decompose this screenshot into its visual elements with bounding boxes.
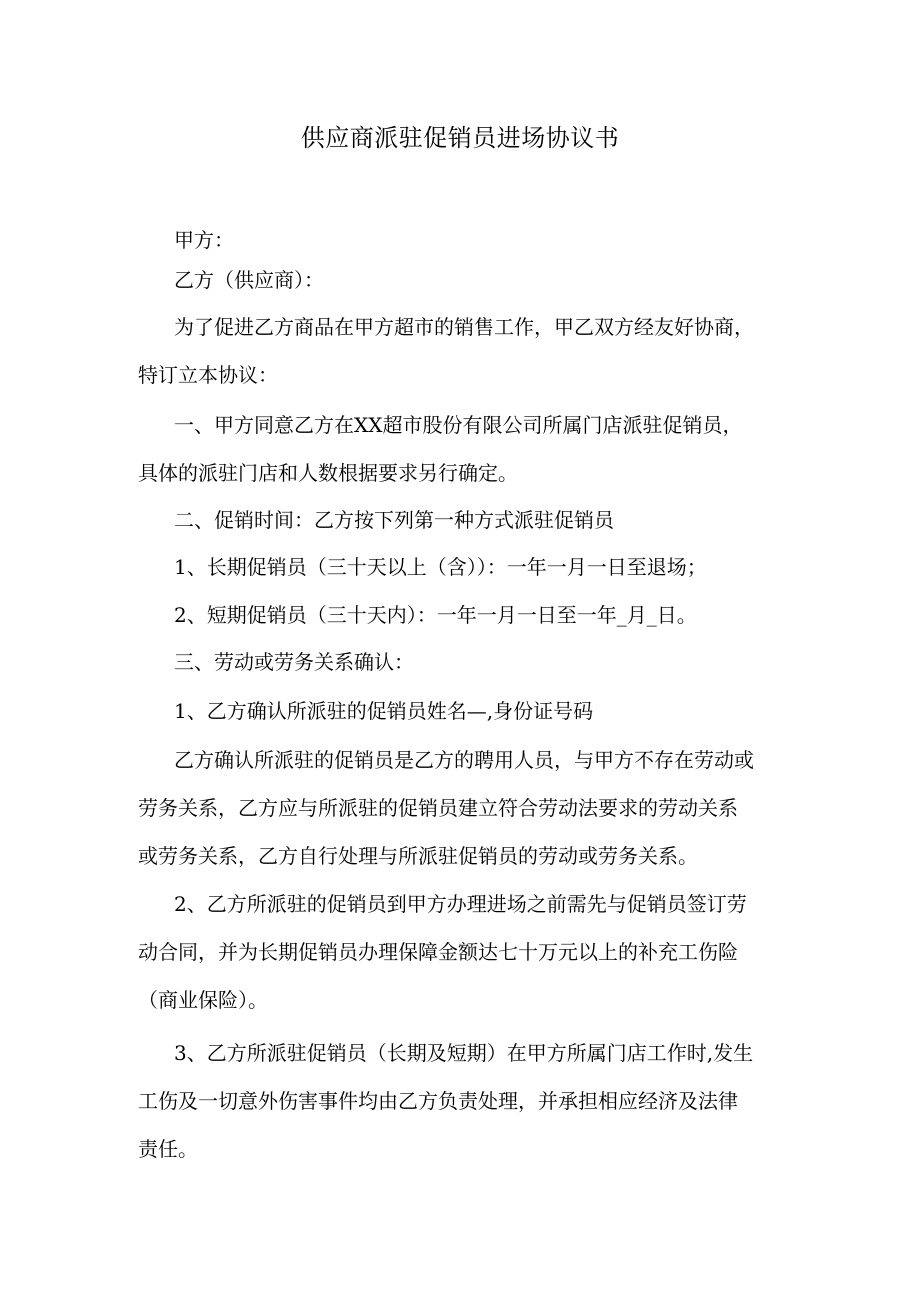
text-line: （商业保险）。 [138, 988, 268, 1012]
document-title: 供应商派驻促销员进场协议书 [300, 124, 620, 152]
text-line: 动合同，并为长期促销员办理保障金额达七十万元以上的补充工伤险 [138, 940, 738, 964]
text-line: 1、乙方确认所派驻的促销员姓名—,身份证号码 [174, 699, 594, 723]
text-line: 1、长期促销员（三十天以上（含））：一年一月一日至退场； [174, 555, 707, 579]
text-line: 乙方确认所派驻的促销员是乙方的聘用人员，与甲方不存在劳动或 [174, 748, 754, 772]
party-b-line [138, 256, 800, 304]
text-line: 乙方（供应商）： [174, 268, 324, 292]
clause-1-paragraph [138, 401, 800, 497]
text-line: 3、乙方所派驻促销员（长期及短期）在甲方所属门店工作时,发生 [174, 1041, 754, 1065]
text-line: 特订立本协议： [138, 363, 278, 387]
clause-3-1-line [138, 687, 800, 735]
preamble-paragraph [138, 303, 800, 399]
text-line: 劳务关系，乙方应与所派驻的促销员建立符合劳动法要求的劳动关系 [138, 796, 738, 820]
text-line: 工伤及一切意外伤害事件均由乙方负责处理，并承担相应经济及法律 [138, 1089, 738, 1113]
clause-2-2-line [138, 591, 800, 639]
clause-3-3-paragraph [138, 1029, 800, 1173]
clause-2-heading [138, 496, 800, 544]
text-line: 甲方： [174, 228, 234, 252]
text-line: 或劳务关系，乙方自行处理与所派驻促销员的劳动或劳务关系。 [138, 844, 698, 868]
clause-3-1-detail [138, 736, 800, 880]
text-line: 二、促销时间：乙方按下列第一种方式派驻促销员 [174, 508, 614, 532]
clause-2-1-line [138, 543, 800, 591]
text-line: 具体的派驻门店和人数根据要求另行确定。 [138, 461, 518, 485]
text-line: 责任。 [138, 1137, 198, 1161]
text-line: 为了促进乙方商品在甲方超市的销售工作，甲乙双方经友好协商， [174, 315, 754, 339]
text-line: 三、劳动或劳务关系确认： [174, 650, 414, 674]
text-line: 一、甲方同意乙方在XX超市股份有限公司所属门店派驻促销员， [174, 413, 743, 437]
clause-3-heading [138, 638, 800, 686]
text-line: 2、乙方所派驻的促销员到甲方办理进场之前需先与促销员签订劳 [174, 892, 747, 916]
clause-3-2-paragraph [138, 880, 800, 1024]
text-line: 2、短期促销员（三十天内）：一年一月一日至一年_月_日。 [174, 603, 697, 627]
